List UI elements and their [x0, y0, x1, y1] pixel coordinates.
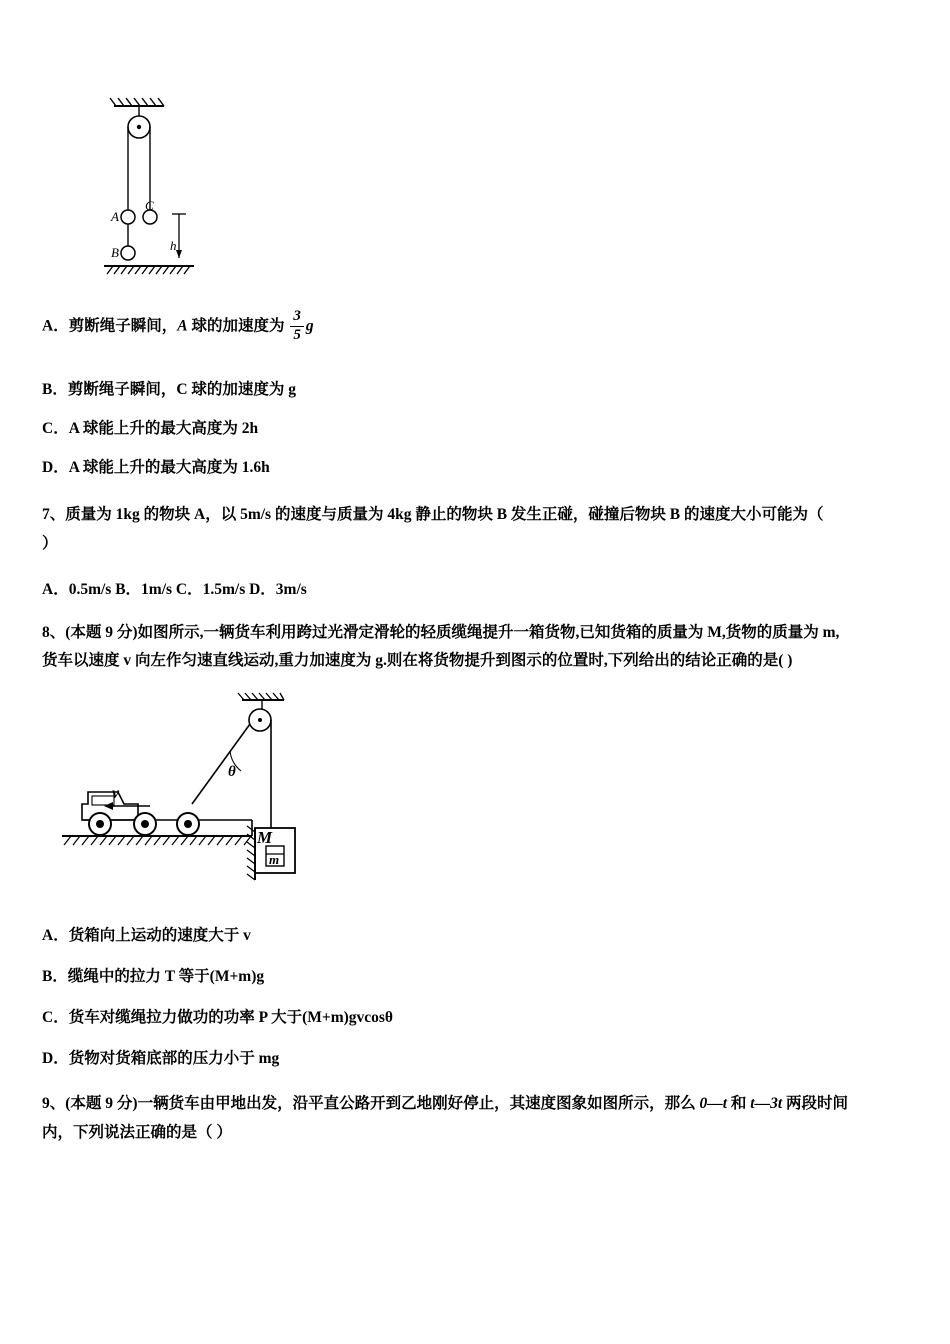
svg-text:B: B — [111, 245, 119, 260]
svg-text:v: v — [112, 784, 120, 802]
pulley-ball-figure — [52, 90, 352, 285]
q8-option-c-text: 货车对缆绳拉力做功的功率 P 大于(M+m)gvcosθ — [68, 1008, 394, 1026]
svg-text:m: m — [269, 851, 280, 867]
q6-option-d-text: A 球能上升的最大高度为 1.6h — [68, 459, 270, 476]
q7-text-line2: ） — [42, 534, 58, 552]
q6-option-a-lead: A． — [42, 317, 69, 335]
q8-option-b — [42, 964, 910, 986]
q8-option-a-text: 货箱向上运动的速度大于 v — [68, 926, 251, 944]
q6-option-c-lead: C． — [42, 419, 69, 437]
q9-line1-a: (本题 9 分)一辆货车由甲地出发，沿平直公路开到乙地刚好停止，其速度图象如图所示，那么 — [65, 1094, 700, 1112]
q6-option-b-text: 剪断绳子瞬间，C 球的加速度为 g — [67, 380, 297, 398]
q9-symbol-0t: 0—t — [699, 1094, 728, 1112]
page-content — [42, 90, 910, 1147]
q8-option-b-text: 缆绳中的拉力 T 等于(M+m)g — [67, 967, 265, 985]
svg-text:A: A — [111, 209, 119, 224]
q8-option-c-lead: C． — [42, 1008, 69, 1026]
q7-text: 质量为 1kg 的物块 A，以 5m/s 的速度与质量为 4kg 静止的物块 B 发生正碰，碰撞后物块 B 的速度大小可能为（ — [65, 506, 824, 524]
fraction-denominator: 5 — [293, 326, 301, 343]
q9-line1-e: 两段时间 — [782, 1094, 849, 1112]
q9-number: 9、 — [42, 1094, 66, 1112]
q6-option-c-text: A 球能上升的最大高度为 2h — [68, 419, 259, 437]
q9-line2: 内，下列说法正确的是（ ） — [42, 1123, 232, 1141]
question-8 — [42, 619, 910, 676]
svg-text:h: h — [170, 238, 177, 253]
q6-option-b-lead: B． — [42, 380, 68, 398]
q8-line2: 货车以速度 v 向左作匀速直线运动,重力加速度为 g.则在将货物提升到图示的位置时,下列给出的结论正确的是( ) — [42, 652, 793, 670]
q8-option-a — [42, 923, 910, 945]
q6-option-a-text-before: 剪断绳子瞬间， — [68, 317, 178, 335]
q6-option-a-text-mid: 球的加速度为 — [187, 317, 289, 335]
q6-option-c — [42, 417, 910, 440]
q8-option-b-lead: B． — [42, 967, 68, 985]
q7-options: A．0.5m/s B．1m/s C．1.5m/s D．3m/s — [42, 580, 307, 598]
pulley-ball-diagram — [52, 90, 352, 285]
q8-number: 8、 — [42, 623, 66, 641]
q6-option-b — [42, 378, 910, 401]
question-9 — [42, 1090, 910, 1147]
q6-option-a-italic-g: g — [305, 317, 314, 335]
q8-option-c — [42, 1005, 910, 1027]
svg-text:θ: θ — [228, 763, 236, 780]
q8-options — [42, 923, 910, 1068]
q6-option-a — [42, 309, 910, 344]
q8-option-d-lead: D． — [42, 1049, 69, 1067]
fraction-three-fifths — [290, 309, 304, 344]
q8-option-d-text: 货物对货箱底部的压力小于 mg — [68, 1049, 280, 1067]
q6-option-a-italic-a: A — [177, 317, 188, 335]
svg-text:C: C — [145, 198, 154, 213]
svg-text:M: M — [257, 827, 273, 847]
truck-pulley-figure — [52, 688, 512, 903]
q8-line1: (本题 9 分)如图所示,一辆货车利用跨过光滑定滑轮的轻质缆绳提升一箱货物,已知货箱的质量为 M,货物的质量为 m, — [65, 623, 840, 641]
q8-option-a-lead: A． — [42, 926, 69, 944]
truck-pulley-diagram — [52, 688, 512, 903]
q9-line1-c: 和 — [727, 1094, 751, 1112]
question-7 — [42, 501, 910, 558]
fraction-numerator: 3 — [290, 309, 304, 327]
q6-option-d-lead: D． — [42, 459, 69, 476]
q8-option-d — [42, 1046, 910, 1068]
q6-option-d — [42, 456, 910, 479]
q9-symbol-t3t: t—3t — [750, 1094, 783, 1112]
q7-number: 7、 — [42, 506, 66, 524]
